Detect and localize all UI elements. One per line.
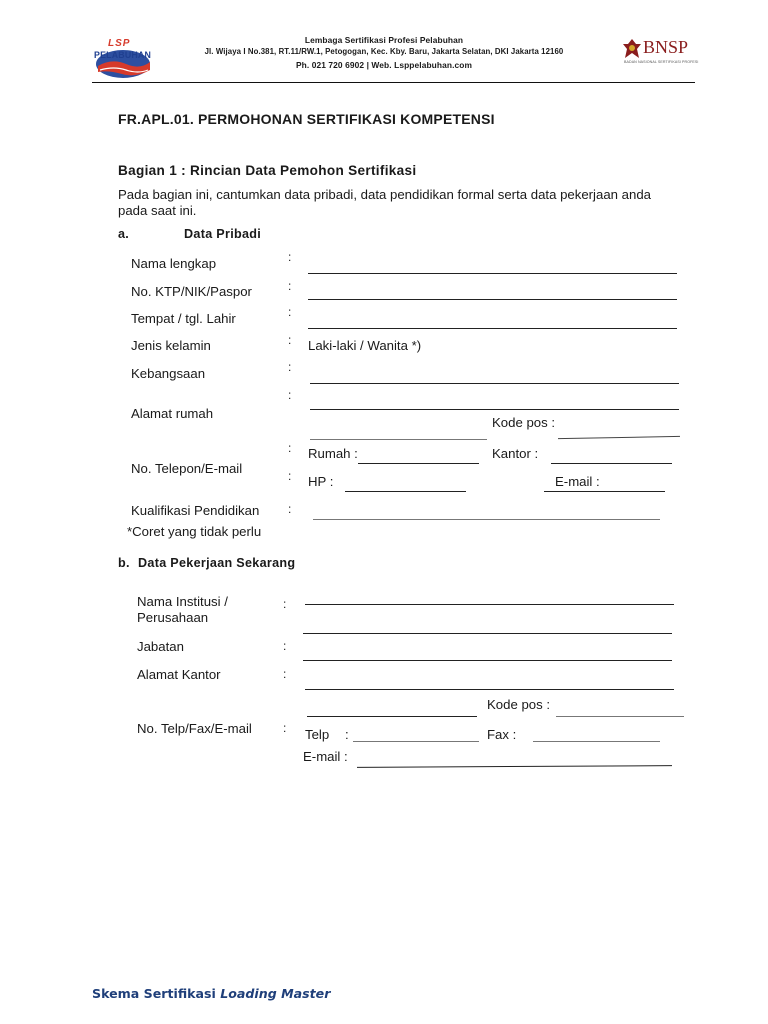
employment-postal-code-field[interactable]: [556, 716, 684, 717]
nationality-colon: :: [288, 360, 292, 374]
education-colon: :: [288, 502, 292, 516]
full-name-field[interactable]: [308, 273, 677, 274]
home-colon: :: [288, 441, 292, 455]
institution-colon: :: [283, 597, 287, 611]
footer-scheme-name: Loading Master: [220, 986, 331, 1001]
org-contact: Ph. 021 720 6902 | Web. Lsppelabuhan.com: [295, 60, 473, 70]
section1-intro-line1: Pada bagian ini, cantumkan data pribadi, data pendidikan formal serta data pekerjaan anda: [118, 187, 651, 202]
postal-code-label: Kode pos :: [492, 415, 556, 430]
lsp-logo-text-bottom: PELABUHAN: [94, 50, 152, 60]
footer-scheme: [92, 986, 330, 1001]
org-name: Lembaga Sertifikasi Profesi Pelabuhan: [304, 35, 464, 45]
address-field-2[interactable]: [310, 439, 487, 440]
office-address-label: Alamat Kantor: [137, 667, 221, 682]
postal-code-field[interactable]: [558, 436, 680, 439]
institution-label-line2: Perusahaan: [137, 610, 209, 625]
full-name-label: Nama lengkap: [131, 256, 217, 271]
bnsp-logo-text: BNSP: [643, 37, 689, 57]
gender-value[interactable]: Laki-laki / Wanita *): [308, 338, 422, 353]
nationality-label: Kebangsaan: [131, 366, 206, 381]
contact-colon: :: [283, 721, 287, 735]
employment-email-label: E-mail :: [303, 749, 348, 764]
bnsp-tagline: BADAN NASIONAL SERTIFIKASI PROFESI: [624, 60, 699, 64]
personal-marker: a.: [118, 227, 130, 241]
employment-marker: b.: [118, 556, 130, 570]
fax-label: Fax :: [487, 727, 517, 742]
section1-intro-line2: pada saat ini.: [118, 203, 197, 218]
birth-label: Tempat / tgl. Lahir: [131, 311, 236, 326]
telp-label: Telp: [305, 727, 330, 742]
gender-label: Jenis kelamin: [131, 338, 211, 353]
header-divider: [92, 82, 695, 83]
strike-note: *Coret yang tidak perlu: [127, 524, 262, 539]
office-phone-field[interactable]: [551, 463, 672, 464]
fax-field[interactable]: [533, 741, 660, 742]
section1-title: Bagian 1 : Rincian Data Pemohon Sertifikasi: [118, 163, 417, 178]
employment-postal-code-label: Kode pos :: [487, 697, 551, 712]
office-label: Kantor :: [492, 446, 539, 461]
hp-label: HP :: [308, 474, 334, 489]
institution-label-line1: Nama Institusi /: [137, 594, 228, 609]
full-name-colon: :: [288, 250, 292, 264]
telp-field[interactable]: [353, 741, 479, 742]
nationality-field[interactable]: [310, 383, 679, 384]
birth-colon: :: [288, 305, 292, 319]
office-address-field[interactable]: [305, 689, 674, 690]
address-label: Alamat rumah: [131, 406, 214, 421]
birth-field[interactable]: [308, 328, 677, 329]
employment-heading: Data Pekerjaan Sekarang: [138, 556, 296, 570]
lsp-logo-text-top: LSP: [108, 38, 131, 49]
office-address-field-2[interactable]: [307, 716, 477, 717]
footer-prefix: Skema Sertifikasi: [92, 986, 216, 1001]
telp-colon: :: [345, 727, 349, 742]
bnsp-emblem: [622, 38, 642, 60]
education-field[interactable]: [313, 519, 660, 520]
gender-colon: :: [288, 333, 292, 347]
phone-email-label: No. Telepon/E-mail: [131, 461, 243, 476]
address-colon: :: [288, 388, 292, 402]
document-title: FR.APL.01. PERMOHONAN SERTIFIKASI KOMPETENSI: [118, 111, 495, 127]
employment-email-field[interactable]: [357, 765, 672, 768]
institution-field[interactable]: [305, 604, 674, 605]
id-number-label: No. KTP/NIK/Paspor: [131, 284, 252, 299]
personal-heading: Data Pribadi: [184, 227, 262, 241]
id-number-field[interactable]: [308, 299, 677, 300]
email-field[interactable]: [544, 491, 665, 492]
contact-label: No. Telp/Fax/E-mail: [137, 721, 252, 736]
education-label: Kualifikasi Pendidikan: [131, 503, 260, 518]
org-address: Jl. Wijaya I No.381, RT.11/RW.1, Petogogan, Kec. Kby. Baru, Jakarta Selatan, DKI Jakarta 12160: [204, 47, 564, 56]
institution-field-2[interactable]: [303, 633, 672, 634]
position-label: Jabatan: [137, 639, 184, 654]
home-label: Rumah :: [308, 446, 358, 461]
address-field-1[interactable]: [310, 409, 679, 410]
position-colon: :: [283, 639, 287, 653]
home-phone-field[interactable]: [358, 463, 479, 464]
email-label: E-mail :: [555, 474, 600, 489]
position-field[interactable]: [303, 660, 672, 661]
id-number-colon: :: [288, 279, 292, 293]
hp-colon: :: [288, 469, 292, 483]
office-address-colon: :: [283, 667, 287, 681]
hp-field[interactable]: [345, 491, 466, 492]
